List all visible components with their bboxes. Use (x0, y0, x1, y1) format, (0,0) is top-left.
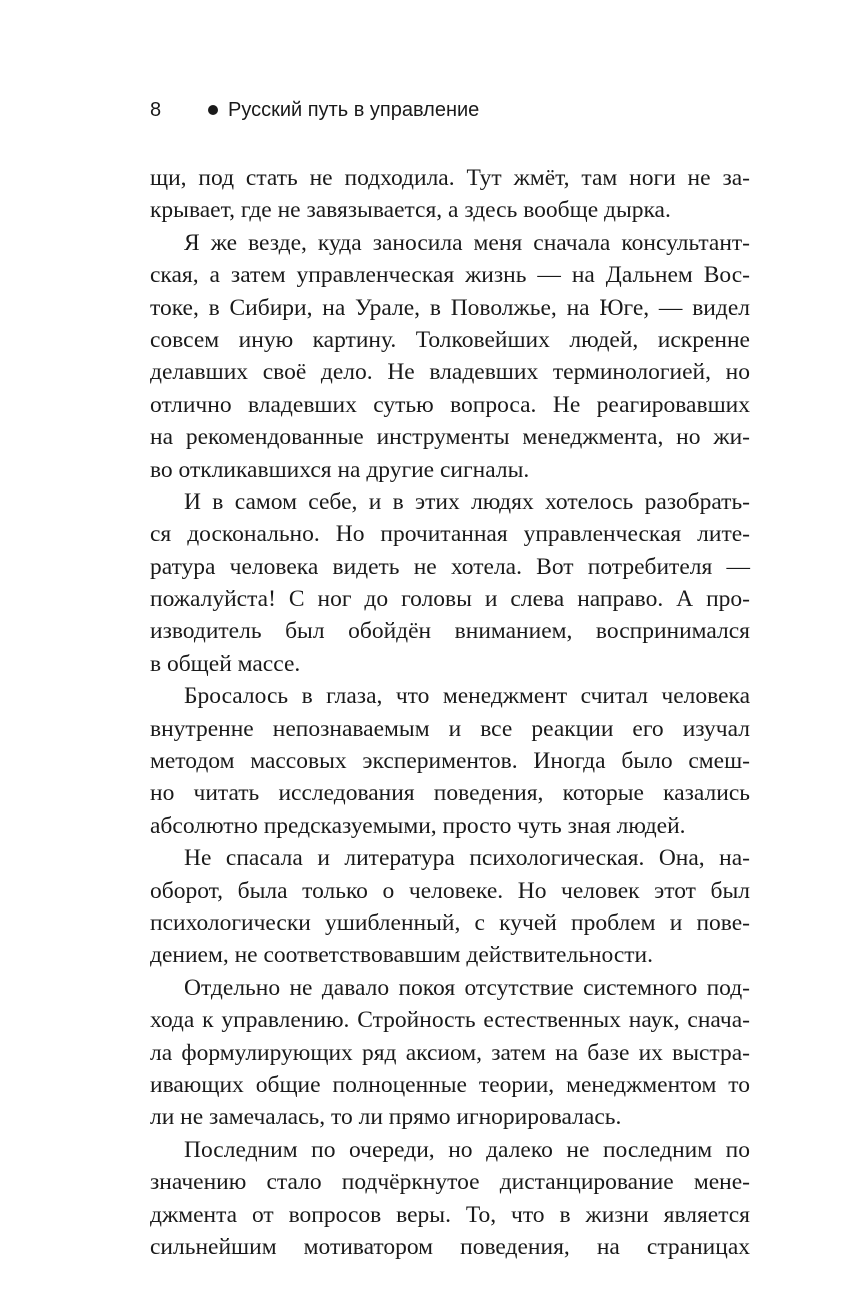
paragraph (150, 486, 750, 680)
text-line: хода к управлению. Стройность естественных наук, снача- (150, 1007, 750, 1034)
text-line: абсолютно предсказуемыми, просто чуть зная людей. (150, 812, 686, 839)
text-line: ская, а затем управленческая жизнь — на Дальнем Вос- (150, 262, 750, 289)
text-line: на рекомендованные инструменты менеджмента, но жи- (150, 424, 750, 451)
text-line: оборот, была только о человеке. Но человек этот был (150, 877, 750, 904)
text-line: токе, в Сибири, на Урале, в Поволжье, на Юге, — видел (150, 294, 750, 321)
paragraph (150, 680, 750, 842)
text-line: ла формулирующих ряд аксиом, затем на базе их выстра- (150, 1039, 750, 1066)
text-line: Не спасала и литература психологическая. Она, на- (184, 845, 750, 872)
text-line: пожалуйста! С ног до головы и слева направо. А про- (150, 586, 750, 613)
text-line: изводитель был обойдён вниманием, воспринимался (150, 618, 750, 645)
text-line: психологически ушибленный, с кучей проблем и пове- (150, 909, 750, 936)
text-line: но читать исследования поведения, которые казались (150, 780, 750, 807)
text-line: дением, не соответствовавшим действительности. (150, 942, 653, 969)
text-line: Последним по очереди, но далеко не последним по (184, 1136, 750, 1163)
text-line: ивающих общие полноценные теории, менеджментом то (150, 1071, 750, 1098)
text-line: Бросалось в глаза, что менеджмент считал человека (184, 683, 750, 710)
paragraph (150, 1134, 750, 1264)
running-title: Русский путь в управление (228, 99, 480, 121)
text-line: совсем иную картину. Толковейших людей, искренне (150, 326, 750, 353)
text-line: делавших своё дело. Не владевших терминологией, но (150, 359, 750, 386)
text-line: Я же везде, куда заносила меня сначала консультант- (184, 229, 750, 256)
text-line: крывает, где не завязывается, а здесь вообще дырка. (150, 197, 671, 224)
text-line: отлично владевших сутью вопроса. Не реагировавших (150, 391, 750, 418)
paragraph (150, 227, 750, 486)
text-line: значению стало подчёркнутое дистанцирование мене- (150, 1169, 750, 1196)
bullet-icon (208, 105, 218, 115)
text-line: ся досконально. Но прочитанная управленческая лите- (150, 521, 750, 548)
text-line: Отдельно не давало покоя отсутствие системного под- (184, 974, 750, 1001)
text-line: внутренне непознаваемым и все реакции его изучал (150, 715, 750, 742)
text-line: щи, под стать не подходила. Тут жмёт, там ноги не за- (150, 165, 750, 191)
text-line: И в самом себе, и в этих людях хотелось разобрать- (184, 488, 750, 515)
paragraph (150, 842, 750, 972)
body-text (150, 162, 750, 1263)
text-line: во откликавшихся на другие сигналы. (150, 456, 530, 483)
text-line: методом массовых экспериментов. Иногда было смеш- (150, 748, 750, 775)
book-page (150, 96, 750, 1263)
text-line: ратура человека видеть не хотела. Вот потребителя — (150, 553, 750, 580)
text-line: джмента от вопросов веры. То, что в жизни является (150, 1201, 750, 1228)
paragraph (150, 972, 750, 1134)
running-head (150, 96, 750, 124)
page-number: 8 (150, 99, 162, 121)
text-line: в общей массе. (150, 650, 301, 677)
text-line: ли не замечалась, то ли прямо игнорировалась. (150, 1104, 622, 1131)
paragraph (150, 162, 750, 227)
text-line: сильнейшим мотиватором поведения, на страницах (150, 1233, 750, 1260)
